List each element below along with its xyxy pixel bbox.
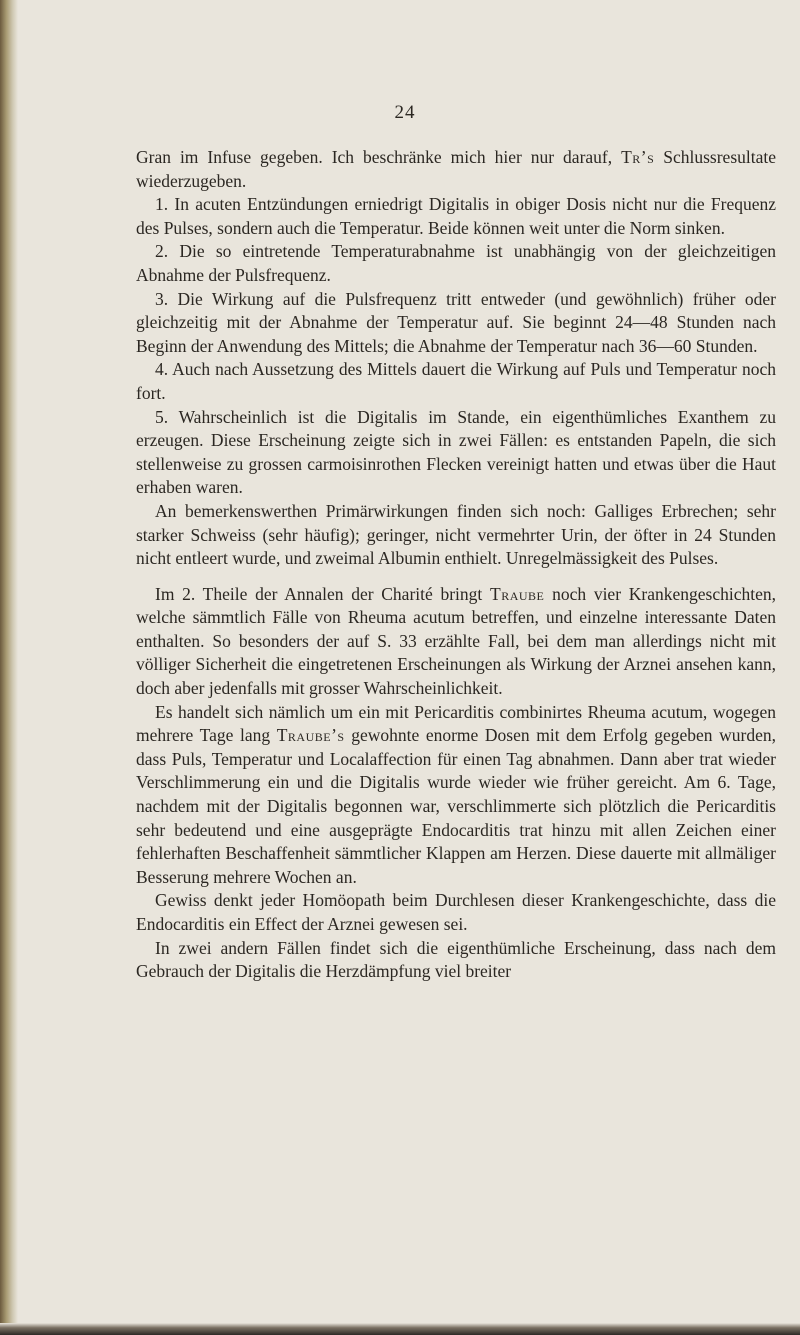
author-name: Traube’s [276, 725, 345, 746]
author-name: Traube [490, 583, 545, 604]
paragraph-point-1: 1. In acuten Entzündungen erniedrigt Digitalis in obiger Dosis nicht nur die Frequenz des Pulses, sondern auch die Temperatur. Beide können weit unter die Norm sinken. [136, 194, 776, 238]
page-bottom-edge [0, 1323, 800, 1335]
paragraph-point-4: 4. Auch nach Aussetzung des Mittels dauert die Wirkung auf Puls und Temperatur noch fort. [136, 359, 776, 403]
book-spine-shadow [0, 0, 18, 1335]
paragraph-case: Es handelt sich nämlich um ein mit Pericarditis combinirtes Rheuma acutum, wogegen mehrere Tage lang Traube’s gewohnte enorme Dosen mit dem Erfolg gegeben wurden, dass Puls, Temperatur und Localaffection für einen Tag abnahmen. Dann aber trat wieder Verschlimmerung ein und die Digitalis wurde wieder wie früher gereicht. Am 6. Tage, nachdem mit der Digitalis begonnen war, verschlimmerte sich plötzlich die Pericarditis sehr bedeutend und eine ausgeprägte Endocarditis trat hinzu mit allen Zeichen einer fehlerhaften Beschaffenheit sämmtlicher Klappen am Herzen. Diese dauerte mit allmäliger Besserung mehrere Wochen an. [136, 701, 777, 887]
paragraph-annalen: Im 2. Theile der Annalen der Charité bringt Traube noch vier Krankengeschichten, welche sämmtlich Fälle von Rheuma acutum betreffen, und einzelne interessante Daten enthalten. So besonders der auf S. 33 erzählte Fall, bei dem man allerdings nicht mit völliger Sicherheit die eingetretenen Erscheinungen als Wirkung der Arznei ansehen kann, doch aber jedenfalls mit grosser Wahrscheinlichkeit. [136, 583, 776, 699]
body-text [136, 146, 776, 984]
paragraph-point-5: 5. Wahrscheinlich ist die Digitalis im Stande, ein eigenthümliches Exanthem zu erzeugen. Diese Erscheinung zeigte sich in zwei Fällen: es entstanden Papeln, die sich stellenweise zu grossen carmoisinrothen Flecken vereinigt hatten und etwas über die Haut erhaben waren. [136, 406, 776, 498]
page-number: 24 [394, 102, 416, 123]
paragraph-point-2: 2. Die so eintretende Temperaturabnahme ist unabhängig von der gleichzeitigen Abnahme der Pulsfrequenz. [136, 241, 776, 285]
author-name: Tr’s [621, 147, 655, 167]
paragraph-primary-effects: An bemerkenswerthen Primärwirkungen finden sich noch: Galliges Erbrechen; sehr starker Schweiss (sehr häufig); geringer, nicht vermehrter Urin, der öfter in 24 Stunden nicht entleert wurde, und zweimal Albumin enthielt. Unregelmässigkeit des Pulses. [136, 500, 776, 569]
paragraph-homoeopath: Gewiss denkt jeder Homöopath beim Durchlesen dieser Krankengeschichte, dass die Endocarditis ein Effect der Arznei gewesen sei. [136, 890, 776, 934]
paragraph-two-cases: In zwei andern Fällen findet sich die eigenthümliche Erscheinung, dass nach dem Gebrauch der Digitalis die Herzdämpfung viel breiter [136, 937, 776, 982]
paragraph-point-3: 3. Die Wirkung auf die Pulsfrequenz tritt entweder (und gewöhnlich) früher oder gleichzeitig mit der Abnahme der Temperatur auf. Sie beginnt 24—48 Stunden nach Beginn der Anwendung des Mittels; die Abnahme der Temperatur nach 36—60 Stunden. [136, 288, 776, 356]
paragraph-intro: Gran im Infuse gegeben. Ich beschränke mich hier nur darauf, Tr’s Schlussresultate wiederzugeben. [136, 147, 776, 191]
